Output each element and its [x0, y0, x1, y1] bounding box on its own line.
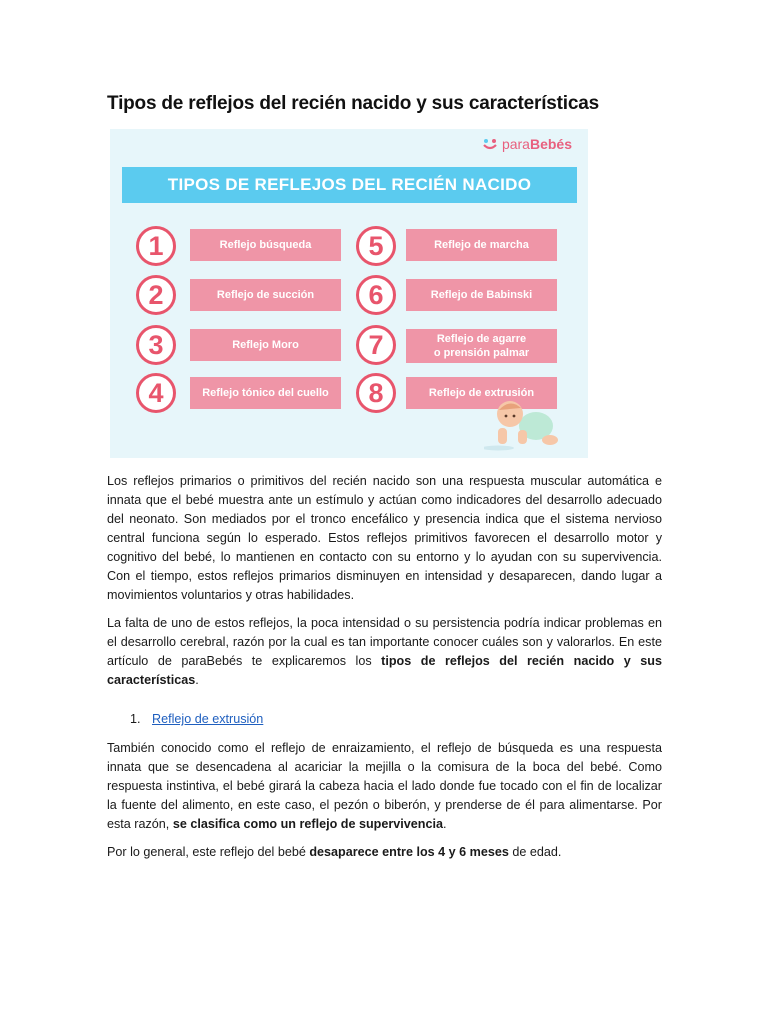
reflex-number-5: 5 [356, 226, 396, 266]
paragraph-desaparece-text: Por lo general, este reflejo del bebé [107, 845, 310, 859]
paragraph-desaparece [107, 843, 662, 862]
reflex-number-2: 2 [136, 275, 176, 315]
reflex-label-2: Reflejo de succión [190, 279, 341, 311]
paragraph-busqueda-bold: se clasifica como un reflejo de supervivencia [172, 817, 443, 831]
reflex-label-7-line1: Reflejo de agarre [436, 333, 527, 345]
reflex-label-1: Reflejo búsqueda [190, 229, 341, 261]
paragraph-importance [107, 614, 662, 690]
reflex-number-4: 4 [136, 373, 176, 413]
paragraph-desaparece-bold: desaparece entre los 4 y 6 meses [309, 845, 509, 859]
paragraph-importance-bold: tipos de reflejos del recién nacido y sus características [107, 654, 662, 687]
list-number: 1. [130, 712, 141, 726]
list-item-1 [130, 710, 263, 729]
reflexes-infographic [110, 129, 588, 458]
reflex-label-4: Reflejo tónico del cuello [190, 377, 341, 409]
paragraph-importance-text: La falta de uno de estos reflejos, la poca intensidad o su persistencia podría indicar problemas en el desarrollo cerebral, razón por la cual es tan importante conocer cuáles son y valorarlos. En este artículo de paraBebés te explicaremos los [107, 616, 662, 668]
crawling-baby-illustration [484, 392, 564, 452]
paragraph-busqueda-text: También conocido como el reflejo de enraizamiento, el reflejo de búsqueda es una respuesta innata que se desencadena al acariciar la mejilla o la comisura de la boca del bebé. Como respuesta instintiva, el bebé girará la cabeza hacia el lado donde fue tocado con el fin de localizar la fuente del alimento, en este caso, el pezón o biberón, y prenderse de él para alimentarse. Por esta razón, [107, 741, 662, 831]
reflex-label-7-line2: o prensión palmar [433, 347, 530, 359]
reflex-label-7 [406, 329, 557, 363]
reflejo-extrusion-link[interactable]: Reflejo de extrusión [152, 712, 264, 726]
smile-logo-icon [482, 138, 498, 150]
paragraph-importance-end: . [195, 673, 199, 687]
brand-post: Bebés [529, 136, 572, 152]
paragraph-intro: Los reflejos primarios o primitivos del recién nacido son una respuesta muscular automática e innata que el bebé muestra ante un estímulo y actúan como indicadores del desarrollo adecuado del neonato. Son mediados por el tronco encefálico y presencia indica que el sistema nervioso central funciona según lo esperado. Estos reflejos primitivos favorecen el desarrollo motor y cognitivo del bebé, lo mantienen en contacto con su entorno y lo ayudan con su supervivencia. Con el tiempo, estos reflejos primarios disminuyen en intensidad y desaparecen, dando lugar a movimientos voluntarios y otras habilidades. [107, 474, 662, 602]
reflex-label-3: Reflejo Moro [190, 329, 341, 361]
paragraph-busqueda-end: . [443, 817, 447, 831]
reflex-number-1: 1 [136, 226, 176, 266]
infographic-banner: TIPOS DE REFLEJOS DEL RECIÉN NACIDO [122, 167, 577, 203]
reflex-number-3: 3 [136, 325, 176, 365]
reflex-number-8: 8 [356, 373, 396, 413]
reflex-label-6: Reflejo de Babinski [406, 279, 557, 311]
paragraph-busqueda [107, 739, 662, 834]
page-title: Tipos de reflejos del recién nacido y sus características [107, 93, 599, 114]
parabebes-logo [482, 136, 572, 152]
paragraph-desaparece-end: de edad. [508, 845, 562, 859]
reflex-number-7: 7 [356, 325, 396, 365]
reflex-number-6: 6 [356, 275, 396, 315]
reflex-label-8: Reflejo de extrusión [406, 377, 557, 409]
brand-pre: para [501, 136, 530, 152]
reflex-label-5: Reflejo de marcha [406, 229, 557, 261]
